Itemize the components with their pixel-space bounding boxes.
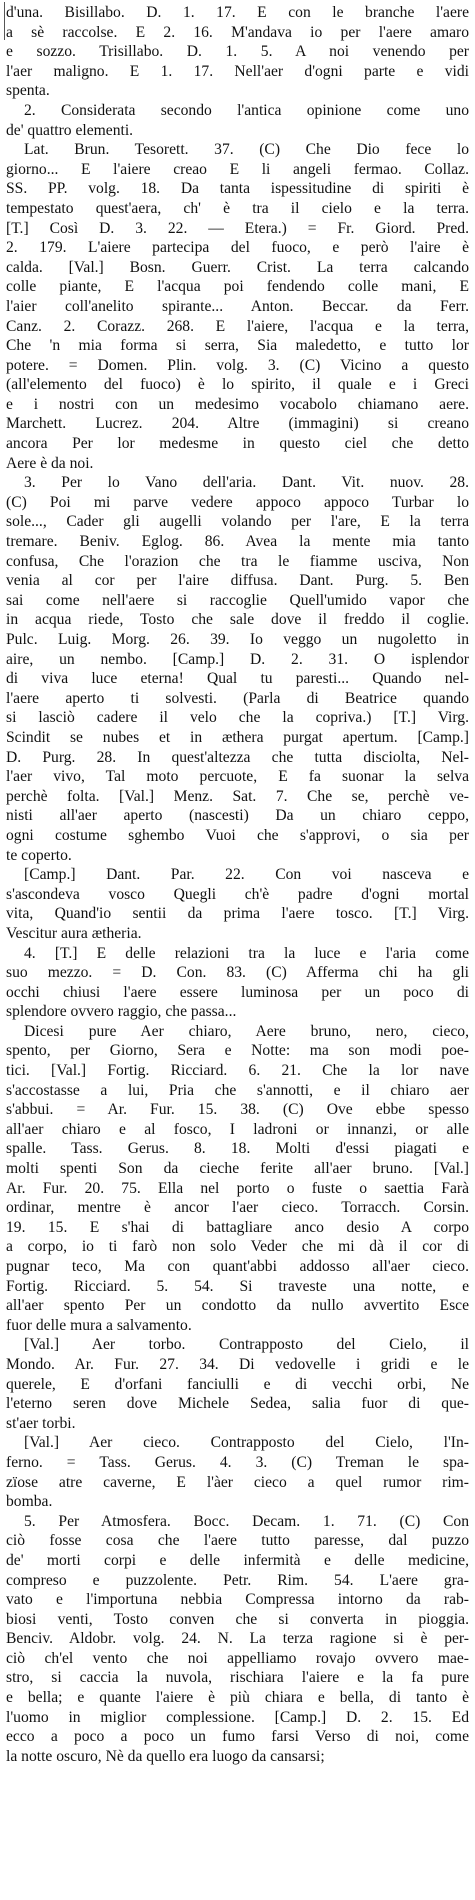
- idiom-aer-cieco-paragraph: [6, 1433, 469, 1511]
- text-line: giorno... E l'aiere creao E li angeli fermao. Collaz.: [6, 160, 469, 178]
- text-line: Mondo. Ar. Fur. 27. 34. Di vedovelle i gridi e le: [6, 1355, 469, 1373]
- text-line: aire, un nembo. [Camp.] D. 2. 31. O isplendor: [6, 650, 469, 668]
- text-line: Dicesi pure Aer chiaro, Aere bruno, nero, cieco,: [24, 1022, 469, 1040]
- text-line: biosi venti, Tosto conven che si converta in pioggia.: [6, 1610, 469, 1628]
- text-line: SS. PP. volg. 18. Da tanta ispessitudine di spiriti è: [6, 180, 469, 198]
- text-line: ordinar, mentre è ancor l'aer cieco. Torracch. Corsin.: [6, 1199, 469, 1217]
- margin-rule: [4, 2, 5, 40]
- text-line: ancora Per lor medesme in questo ciel che detto: [6, 435, 469, 453]
- text-line: perchè folta. [Val.] Menz. Sat. 7. Che se, perchè ve-: [6, 787, 469, 805]
- text-line: de' morti corpi e delle infermità e delle medicine,: [6, 1551, 469, 1569]
- text-line: l'eterno seren dove Michele Sedea, salia fuor di que-: [6, 1395, 469, 1413]
- text-line: l'aier coll'anelito spirante... Anton. Beccar. da Ferr.: [6, 297, 469, 315]
- text-line: ferno. = Tass. Gerus. 4. 3. (C) Treman le spa-: [6, 1453, 469, 1471]
- text-line: all'aer spento Per un condotto da nullo avvertito Esce: [6, 1297, 469, 1315]
- text-line: ecco a poco a poco un fumo farsi Verso di noi, come: [6, 1728, 469, 1746]
- text-line: te coperto.: [6, 846, 72, 864]
- text-line: l'aer maligno. E 1. 17. Nell'aer d'ogni parte e vidi: [6, 62, 469, 80]
- text-line: Fortig. Ricciard. 5. 54. Si traveste una notte, e: [6, 1277, 469, 1295]
- sense-5-paragraph: [6, 1512, 469, 1767]
- text-line: spenta.: [6, 82, 50, 100]
- text-line: vato e l'importuna nebbia Compressa intorno da rab-: [6, 1591, 469, 1609]
- text-line: suo mezzo. = D. Con. 83. (C) Afferma chi ha gli: [6, 964, 469, 982]
- text-line: Vescitur aura ætheria.: [6, 924, 142, 942]
- text-line: fuor delle mura a salvamento.: [6, 1316, 192, 1334]
- sense-3-subparagraph: [6, 865, 469, 943]
- text-line: 19. 15. E s'hai di battagliare anco desio A corpo: [6, 1218, 469, 1236]
- text-line: D. Purg. 28. In quest'altezza che tutta disciolta, Nel-: [6, 748, 469, 766]
- text-line: potere. = Domen. Plin. volg. 3. (C) Vicino a questo: [6, 356, 469, 374]
- text-line: colle piante, E l'acqua poi fendendo colle mani, E: [6, 278, 469, 296]
- text-line: tici. [Val.] Fortig. Ricciard. 6. 21. Che la lor nave: [6, 1062, 469, 1080]
- sense-4-paragraph: [6, 944, 469, 1022]
- text-line: de' quattro elementi.: [6, 121, 134, 139]
- sense-heading: 5. Per Atmosfera. Bocc. Decam. 1. 71. (C) Con: [24, 1512, 469, 1530]
- text-line: a sè raccolse. E 2. 16. M'andava io per l'aere amaro: [6, 23, 469, 41]
- text-line: (all'elemento del fuoco) è lo spirito, il quale e i Greci: [6, 376, 469, 394]
- text-line: molti spenti Son da cieche ferite all'aer bruno. [Val.]: [6, 1160, 469, 1178]
- text-line: querele, E d'orfani fanciulli e di vecchi orbi, Ne: [6, 1375, 469, 1393]
- text-line: stro, si caccia la nuvola, rischiara l'aiere e la fa pure: [6, 1669, 469, 1687]
- text-line: ciò fosse cosa che l'aere tutto paresse, dal puzzo: [6, 1532, 469, 1550]
- text-line: Scindit se nubes et in æthera purgat apertum. [Camp.]: [6, 728, 469, 746]
- text-line: si lasciò cadere il velo che la copriva.) [T.] Virg.: [6, 709, 469, 727]
- text-line: d'una. Bisillabo. D. 1. 17. E con le branche l'aere: [6, 4, 469, 21]
- text-line: [Val.] Aer cieco. Contrapposto del Cielo, l'In-: [24, 1434, 469, 1452]
- text-line: s'abbui. = Ar. Fur. 15. 38. (C) Ove ebbe spesso: [6, 1101, 469, 1119]
- text-line: spalle. Tass. Gerus. 8. 18. Molti d'essi piagati e: [6, 1140, 469, 1158]
- sense-heading: 2. Considerata secondo l'antica opinione come uno: [24, 101, 469, 119]
- sense-heading: 3. Per lo Vano dell'aria. Dant. Vit. nuov. 28.: [24, 474, 469, 492]
- text-line: nisti all'aer aperto (nascesti) Da un chiaro ceppo,: [6, 807, 469, 825]
- text-line: zïose atre caverne, E l'àer cieco a quel rumor rim-: [6, 1473, 469, 1491]
- text-line: Benciv. Aldobr. volg. 24. N. La terza ragione si è per-: [6, 1630, 469, 1648]
- text-line: ciò ch'el vento che noi appelliamo rovajo ovvero mae-: [6, 1649, 469, 1667]
- entry-continuation: [6, 3, 469, 101]
- text-line: sole..., Cader gli augelli volando per l'are, E la terra: [6, 513, 469, 531]
- text-line: la notte oscuro, Nè da quello era luogo da cansarsi;: [6, 1747, 325, 1765]
- text-line: Canz. 2. Corazz. 268. E l'aiere, l'acqua e la terra,: [6, 317, 469, 335]
- text-line: (C) Poi mi parve vedere appoco appoco Turbar lo: [6, 493, 469, 511]
- text-line: bomba.: [6, 1493, 53, 1511]
- text-line: 2. 179. L'aiere partecipa del fuoco, e però l'aire è: [6, 239, 469, 257]
- text-line: tremare. Beniv. Eglog. 86. Avea la mente mia tanto: [6, 533, 469, 551]
- text-line: di viva luce eterna! Qual tu paresti... Quando nel-: [6, 670, 469, 688]
- text-line: l'aer vivo, Tal moto percuote, E fa suonar la selva: [6, 768, 469, 786]
- text-line: Marchett. Lucrez. 204. Altre (immagini) si creano: [6, 415, 469, 433]
- text-line: l'aere aperto ti solvesti. (Parla di Beatrice quando: [6, 689, 469, 707]
- sense-3-paragraph: [6, 473, 469, 865]
- text-line: vita, Quand'io sentii da prima l'aere tosco. [T.] Virg.: [6, 905, 469, 923]
- text-line: confusa, Che l'orazion che tra le fiamme usciva, Non: [6, 552, 469, 570]
- sense-heading: 4. [T.] E delle relazioni tra la luce e l'aria come: [24, 944, 469, 962]
- text-line: occhi chiusi l'aere essere luminosa per un poco di: [6, 983, 469, 1001]
- text-line: Pulc. Luig. Morg. 26. 39. Io veggo un nugoletto in: [6, 631, 469, 648]
- text-line: Che 'n mia forma si serra, Sia maledetto, e tutto lor: [6, 337, 469, 355]
- text-line: pugnar teco, Ma con quant'abbi addosso all'aer cieco.: [6, 1258, 469, 1275]
- text-line: splendore ovvero raggio, che passa...: [6, 1003, 237, 1021]
- text-line: [Camp.] Dant. Par. 22. Con voi nasceva e: [24, 866, 469, 884]
- text-line: st'aer torbi.: [6, 1414, 76, 1432]
- text-line: all'aer chiaro e al fosco, I ladroni or innanzi, or alle: [6, 1120, 469, 1138]
- text-line: e sozzo. Trisillabo. D. 1. 5. A noi venendo per: [6, 43, 469, 61]
- sense-2-paragraph: [6, 101, 469, 473]
- idiom-aer-torbo-paragraph: [6, 1335, 469, 1433]
- text-line: calda. [Val.] Bosn. Guerr. Crist. La terra calcando: [6, 258, 469, 276]
- text-line: sai come nell'aere si raccoglie Quell'umido vapor che: [6, 591, 469, 609]
- text-line: [T.] Così D. 3. 22. — Etera.) = Fr. Giord. Pred.: [6, 219, 469, 237]
- text-line: in acqua riede, Tosto che sale dove il freddo il coglie.: [6, 611, 469, 629]
- text-line: ogni costume sghembo Vuoi che s'approvi, o sia per: [6, 826, 469, 844]
- text-line: a corpo, io ti farò non solo Veder che mi dà il cor di: [6, 1238, 469, 1256]
- text-line: s'ascondeva vosco Quegli ch'è padre d'ogni mortal: [6, 885, 469, 903]
- text-line: compreso e puzzolente. Petr. Rim. 54. L'aere gra-: [6, 1571, 469, 1589]
- text-line: Ar. Fur. 20. 75. Ella nel porto o fuste o saettia Farà: [6, 1179, 469, 1197]
- text-line: tempestato quest'aera, ch' è tra il cielo e la terra.: [6, 199, 469, 217]
- text-line: Aere è da noi.: [6, 454, 94, 472]
- text-line: [Val.] Aer torbo. Contrapposto del Cielo, il: [24, 1336, 469, 1354]
- text-line: e i nostri con un medesimo vocabolo chiamano aere.: [6, 395, 469, 413]
- idiom-aer-chiaro-paragraph: [6, 1022, 469, 1336]
- text-line: e bella; e quante l'aiere è più chiara e bella, di tanto è: [6, 1689, 469, 1707]
- text-line: l'uomo in miglior complessione. [Camp.] D. 2. 15. Ed: [6, 1708, 469, 1726]
- text-line: spento, per Giorno, Sera e Notte: ma son modi poe-: [6, 1042, 469, 1060]
- text-line: Lat. Brun. Tesorett. 37. (C) Che Dio fece lo: [24, 141, 469, 159]
- text-line: venia al cor per l'aire diffusa. Dant. Purg. 5. Ben: [6, 572, 469, 590]
- text-line: s'accostasse a lui, Pria che s'annotti, e il chiaro aer: [6, 1081, 469, 1099]
